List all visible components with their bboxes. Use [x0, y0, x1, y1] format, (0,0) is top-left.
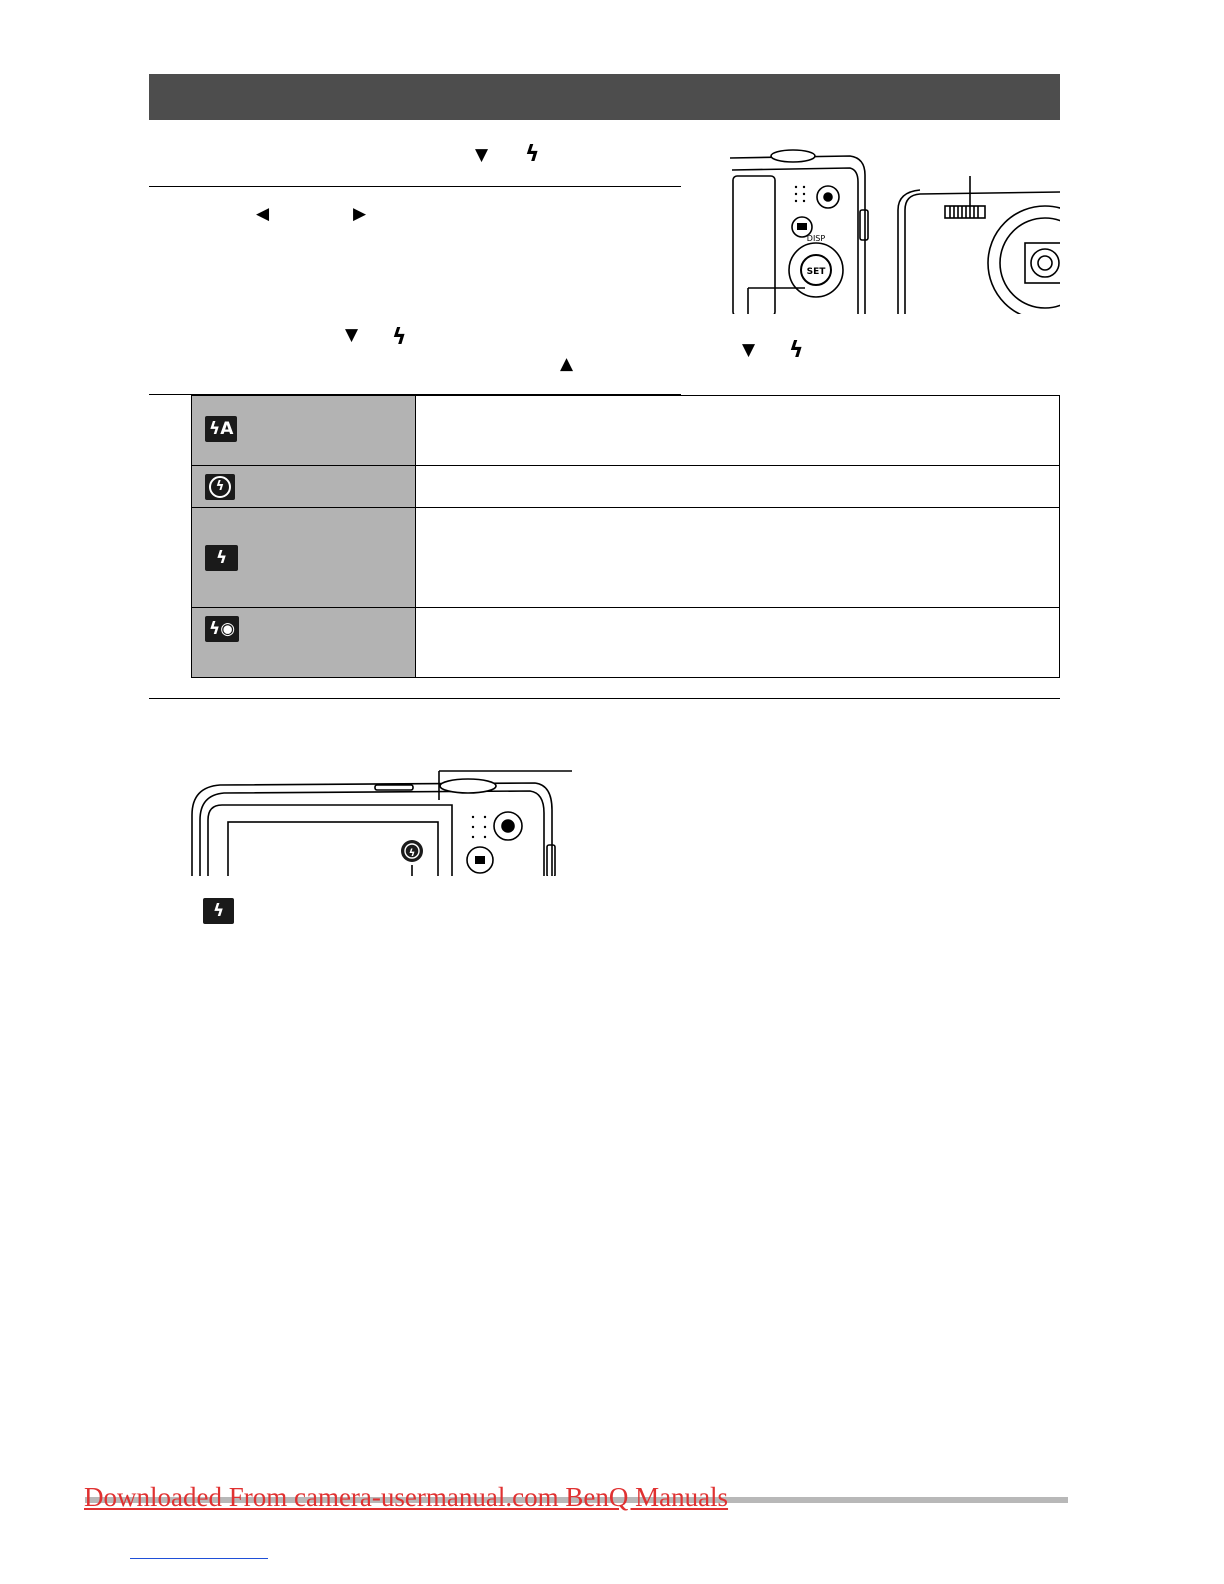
set-button-label: SET [806, 267, 826, 277]
left-arrow-icon: ◀ [256, 204, 270, 224]
flash-mode-icon-cell [192, 396, 416, 466]
table-row [192, 608, 1060, 678]
download-source-link[interactable]: Downloaded From camera-usermanual.com BenQ Manuals [84, 1482, 729, 1512]
disp-button-label: DISP [806, 234, 826, 243]
red-eye-reduction-icon: ϟ◉ [205, 616, 239, 642]
flash-mode-table [191, 395, 1060, 678]
flash-mode-icon-cell [192, 466, 416, 508]
flash-on-icon: ϟ [203, 898, 234, 924]
down-arrow-icon: ▼ [742, 340, 756, 360]
section-header-bar [149, 74, 1060, 120]
illustration-cutoff [700, 314, 1060, 326]
right-arrow-icon: ▶ [353, 204, 367, 224]
flash-auto-icon: ϟA [205, 416, 237, 442]
table-row [192, 508, 1060, 608]
screen-flash-glyph: ϟ [408, 848, 416, 859]
flash-icon: ϟ [789, 338, 804, 363]
flash-on-icon: ϟ [205, 545, 238, 571]
flash-mode-description [416, 396, 1060, 466]
flash-mode-icon-cell [192, 608, 416, 678]
table-row [192, 466, 1060, 508]
up-arrow-icon: ▲ [560, 354, 574, 374]
flash-mode-icon-cell [192, 508, 416, 608]
flash-icon: ϟ [392, 325, 407, 350]
flash-icon: ϟ [525, 142, 540, 167]
camera-illustration [700, 140, 1060, 320]
flash-off-icon: ϟ [205, 474, 235, 500]
flash-mode-description [416, 608, 1060, 678]
down-arrow-icon: ▼ [345, 325, 359, 345]
bottom-rule [130, 1558, 268, 1559]
flash-mode-description [416, 466, 1060, 508]
step-divider [149, 186, 681, 187]
table-row [192, 396, 1060, 466]
flash-mode-description [416, 508, 1060, 608]
down-arrow-icon: ▼ [475, 145, 489, 165]
illustration-cutoff [190, 876, 575, 884]
section-divider [149, 698, 1060, 699]
camera-back-illustration [190, 765, 575, 880]
